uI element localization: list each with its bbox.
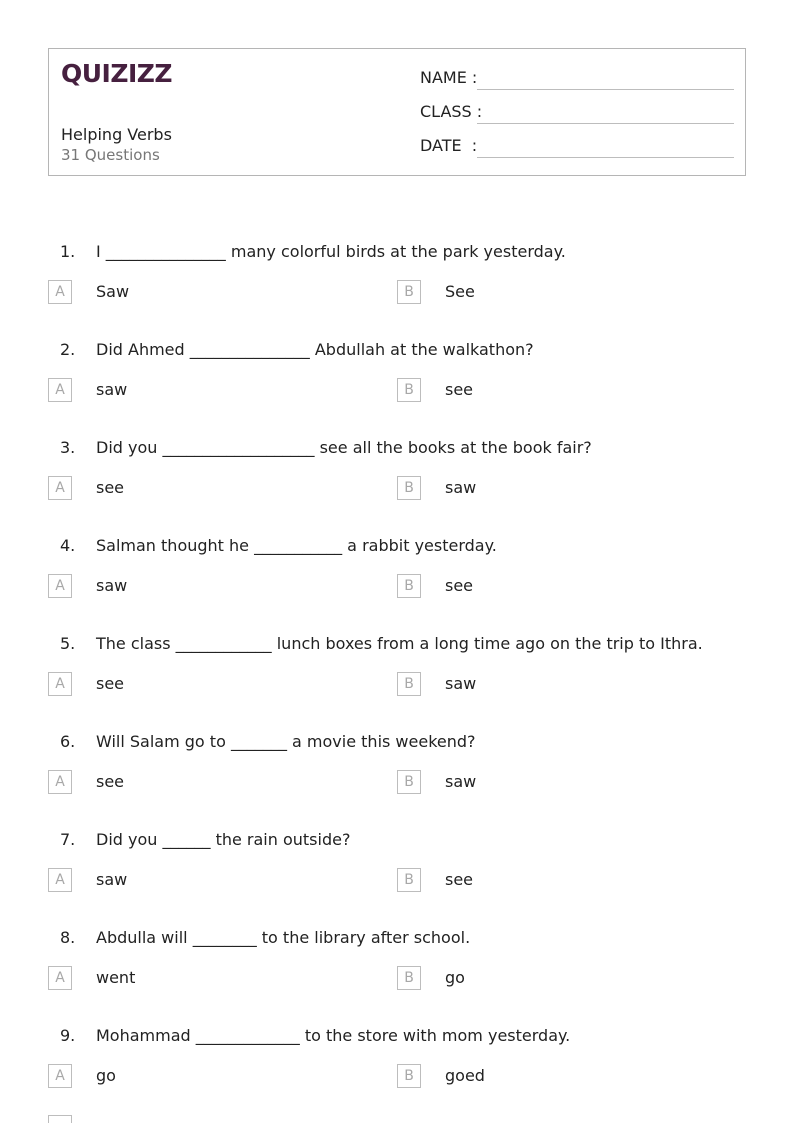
- option-a-box: A: [48, 476, 72, 500]
- option-b-text: See: [445, 282, 475, 301]
- option-a-text: saw: [96, 576, 128, 595]
- option-a-text: see: [96, 478, 125, 497]
- option-a-text: go: [96, 1066, 116, 1085]
- question-4: [0, 536, 794, 634]
- question-number: 8.: [60, 928, 76, 947]
- question-text: Abdulla will ________ to the library after school.: [96, 928, 471, 947]
- option-a-box: A: [48, 378, 72, 402]
- option-b-text: goed: [445, 1066, 485, 1085]
- option-b-box: B: [397, 672, 421, 696]
- question-number: 3.: [60, 438, 76, 457]
- option-b-text: see: [445, 576, 474, 595]
- question-number: 9.: [60, 1026, 76, 1045]
- option-a-box: A: [48, 280, 72, 304]
- question-text: Salman thought he ___________ a rabbit yesterday.: [96, 536, 497, 555]
- option-b-box: B: [397, 868, 421, 892]
- name-line: [477, 89, 734, 90]
- worksheet-title: Helping Verbs: [61, 125, 172, 144]
- option-a-text: Saw: [96, 282, 130, 301]
- option-a-text: saw: [96, 870, 128, 889]
- question-number: 7.: [60, 830, 76, 849]
- question-number: 4.: [60, 536, 76, 555]
- question-6: [0, 732, 794, 830]
- question-number: 2.: [60, 340, 76, 359]
- class-field: [420, 102, 734, 126]
- option-a-text: went: [96, 968, 136, 987]
- option-b-text: see: [445, 870, 474, 889]
- option-a-box: A: [48, 868, 72, 892]
- option-a-box: A: [48, 770, 72, 794]
- class-label: CLASS :: [420, 102, 483, 121]
- option-a-box: A: [48, 1064, 72, 1088]
- option-b-text: saw: [445, 478, 477, 497]
- question-2: [0, 340, 794, 438]
- class-line: [477, 123, 734, 124]
- question-number: 5.: [60, 634, 76, 653]
- option-a-box: A: [48, 574, 72, 598]
- question-5: [0, 634, 794, 732]
- question-number: 6.: [60, 732, 76, 751]
- question-number: 1.: [60, 242, 76, 261]
- option-c-box-partial: [48, 1115, 72, 1123]
- question-8: [0, 928, 794, 1026]
- question-text: The class ____________ lunch boxes from a long time ago on the trip to Ithra.: [96, 634, 703, 653]
- option-b-text: saw: [445, 772, 477, 791]
- option-b-box: B: [397, 574, 421, 598]
- worksheet-header: [48, 48, 746, 176]
- option-b-box: B: [397, 966, 421, 990]
- option-b-box: B: [397, 770, 421, 794]
- date-field: [420, 136, 734, 160]
- option-b-text: see: [445, 380, 474, 399]
- question-1: [0, 242, 794, 340]
- name-label: NAME :: [420, 68, 478, 87]
- date-line: [477, 157, 734, 158]
- option-b-box: B: [397, 378, 421, 402]
- option-a-box: A: [48, 672, 72, 696]
- question-text: Will Salam go to _______ a movie this weekend?: [96, 732, 476, 751]
- option-a-text: saw: [96, 380, 128, 399]
- option-b-text: saw: [445, 674, 477, 693]
- question-text: Did you ___________________ see all the books at the book fair?: [96, 438, 592, 457]
- question-text: Did Ahmed _______________ Abdullah at the walkathon?: [96, 340, 534, 359]
- option-a-box: A: [48, 966, 72, 990]
- option-b-box: B: [397, 476, 421, 500]
- option-a-text: see: [96, 674, 125, 693]
- option-b-box: B: [397, 280, 421, 304]
- name-field: [420, 68, 734, 92]
- question-9: [0, 1026, 794, 1123]
- question-count: 31 Questions: [61, 146, 160, 164]
- question-text: Mohammad _____________ to the store with mom yesterday.: [96, 1026, 571, 1045]
- option-b-box: B: [397, 1064, 421, 1088]
- quizizz-logo: QUIZIZZ: [61, 59, 173, 88]
- question-7: [0, 830, 794, 928]
- question-text: I _______________ many colorful birds at the park yesterday.: [96, 242, 566, 261]
- question-text: Did you ______ the rain outside?: [96, 830, 351, 849]
- question-3: [0, 438, 794, 536]
- date-label: DATE :: [420, 136, 478, 155]
- option-b-text: go: [445, 968, 465, 987]
- option-a-text: see: [96, 772, 125, 791]
